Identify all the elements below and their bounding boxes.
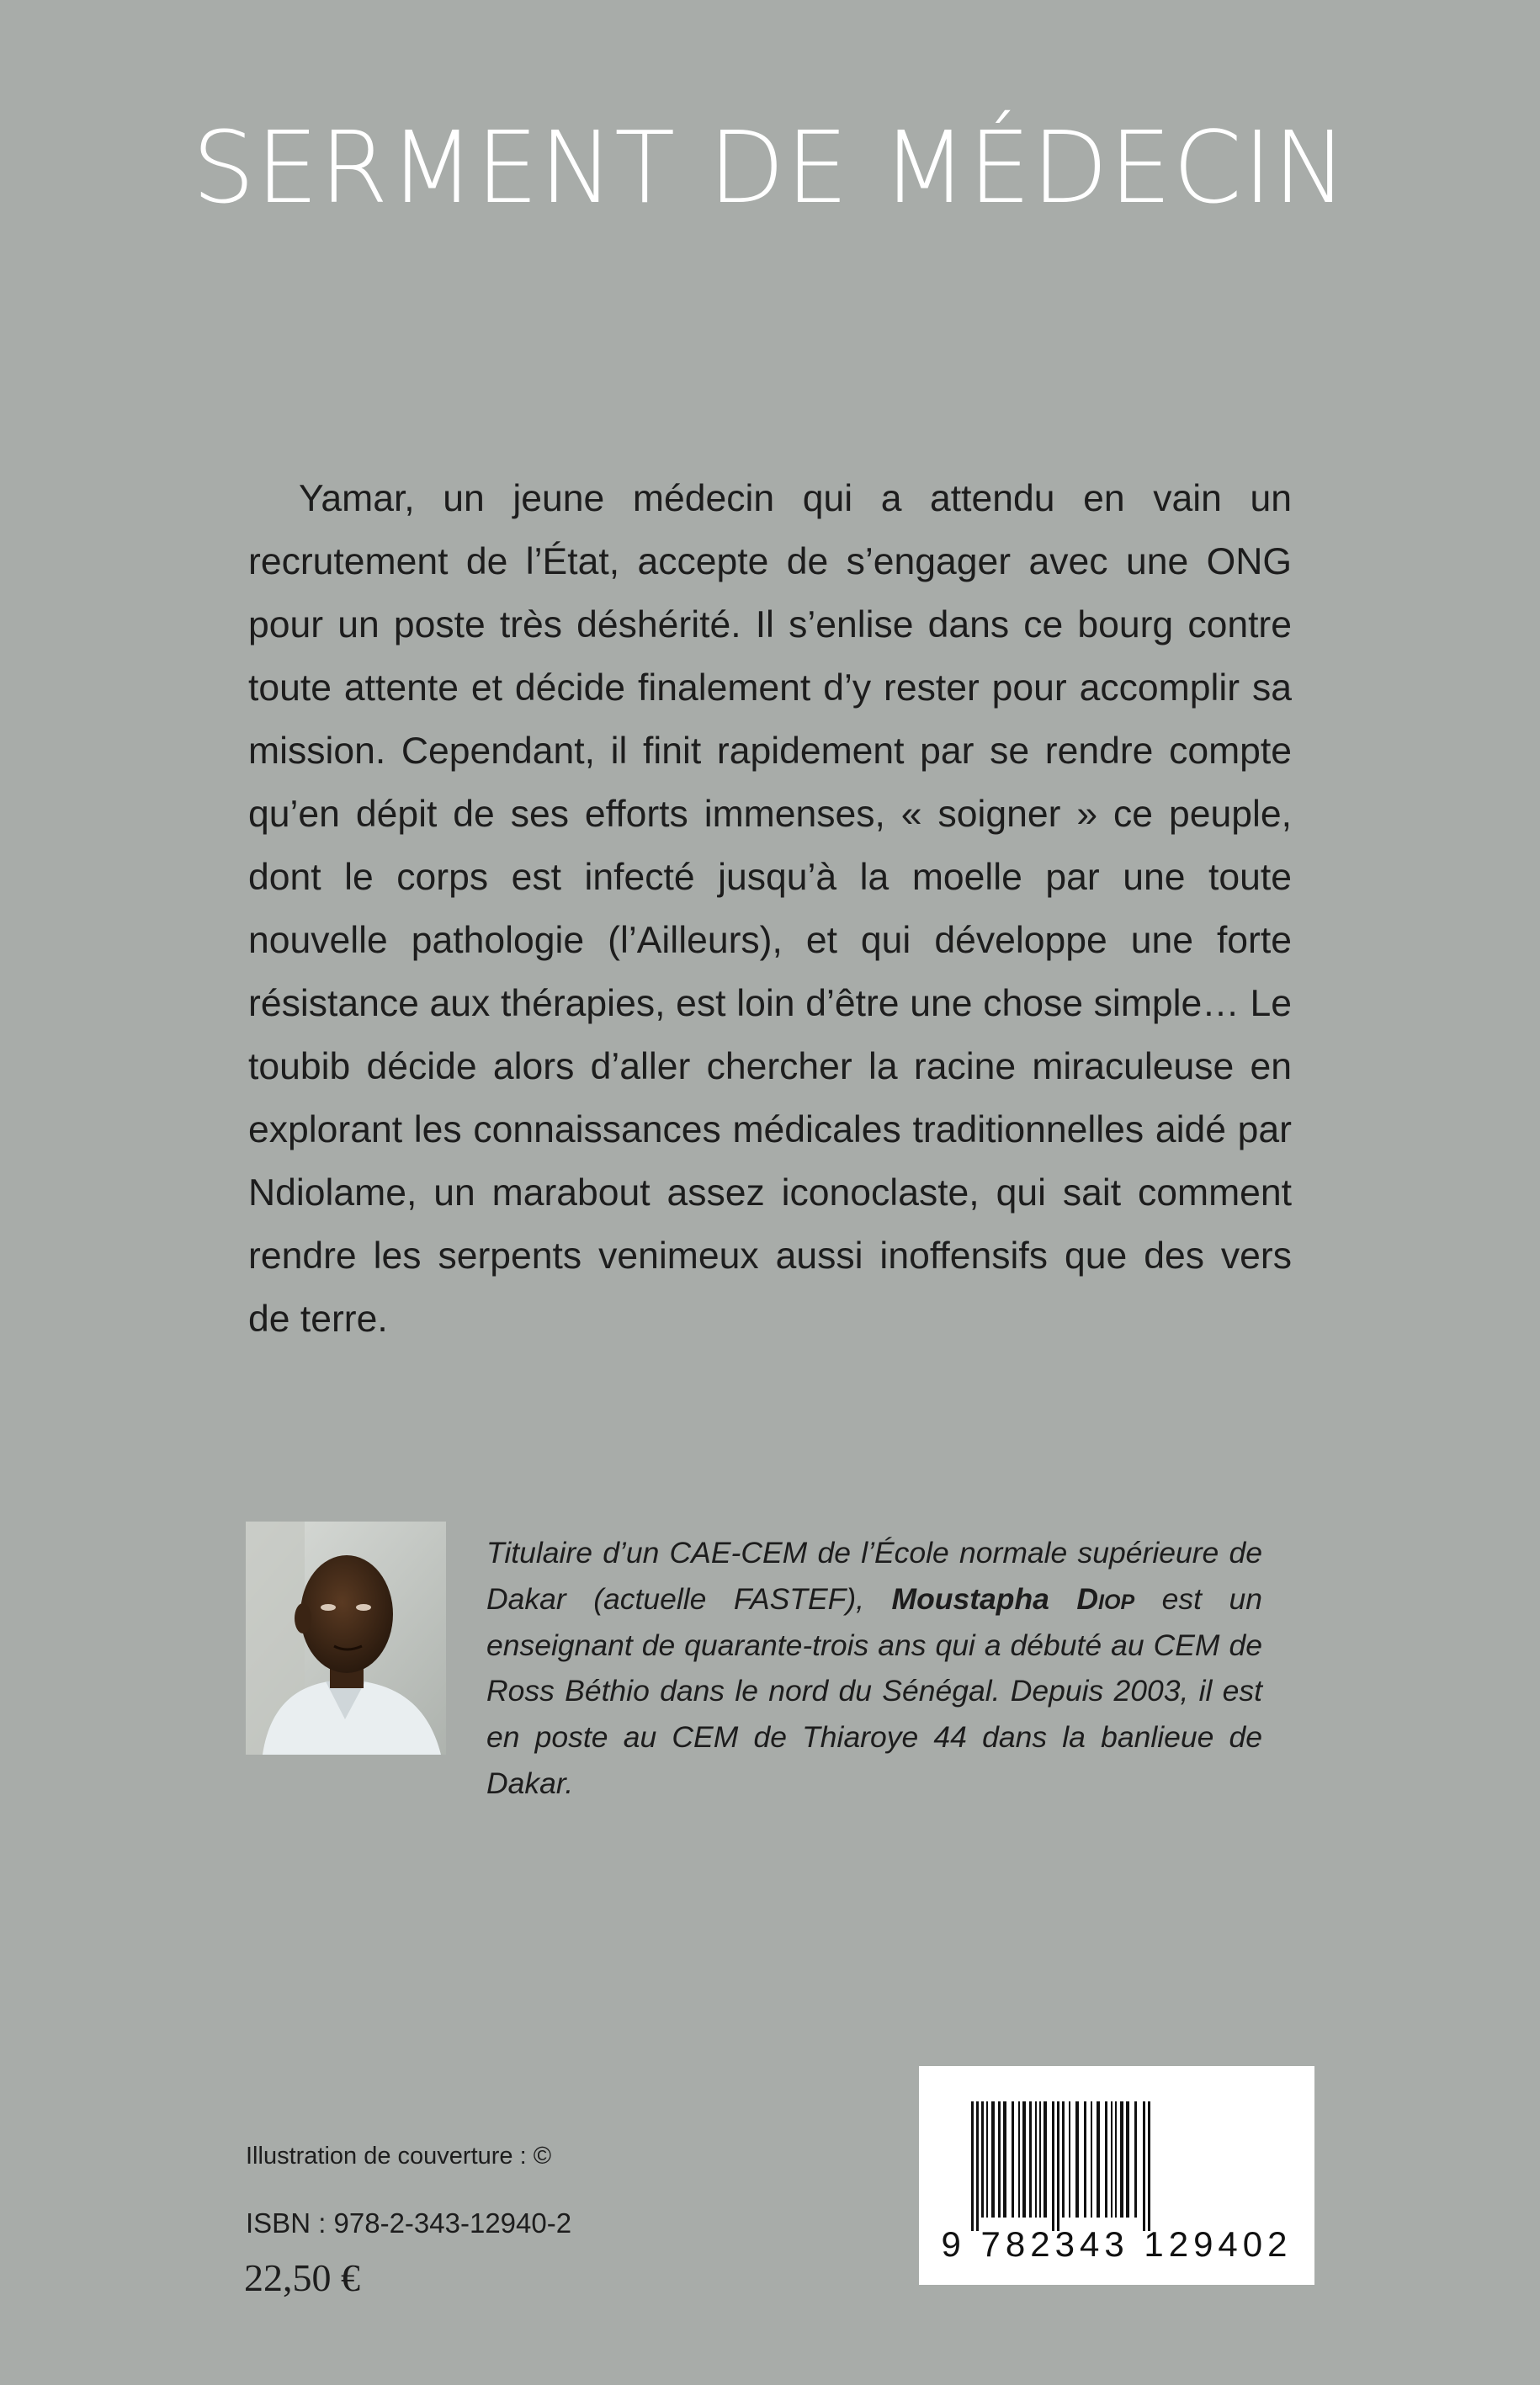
author-bio (486, 1530, 1262, 1807)
barcode-bar (1143, 2101, 1145, 2231)
barcode-bar (1039, 2101, 1041, 2218)
barcode-bar (1148, 2101, 1150, 2231)
barcode-bar (1003, 2101, 1006, 2218)
barcode-bar (1084, 2101, 1086, 2218)
barcode-bar (1097, 2101, 1100, 2218)
barcode-bar (1062, 2101, 1065, 2218)
barcode-bar (1012, 2101, 1014, 2218)
barcode-bar (1105, 2101, 1107, 2218)
barcode-bar (1052, 2101, 1054, 2231)
barcode-bar (1069, 2101, 1070, 2218)
author-photo (246, 1522, 446, 1755)
bio-text-before: Titulaire d’un CAE-CEM de l’École normale supérieure de Dakar (actuelle FASTEF), (486, 1536, 1262, 1616)
isbn-label: ISBN : 978-2-343-12940-2 (246, 2207, 572, 2239)
barcode-bar (1075, 2101, 1079, 2218)
barcode-bar (1022, 2101, 1026, 2218)
barcode-bar (1120, 2101, 1123, 2218)
back-cover-blurb (248, 467, 1292, 1351)
barcode-bar (998, 2101, 1001, 2218)
barcode-bar (971, 2101, 974, 2231)
barcode-bar (1134, 2101, 1137, 2218)
author-bio-paragraph (486, 1530, 1262, 1807)
barcode-bar (976, 2101, 979, 2231)
barcode-bar (1111, 2101, 1113, 2218)
barcode-bar (1115, 2101, 1117, 2218)
barcode-bar (1043, 2101, 1047, 2218)
barcode-bar (991, 2101, 995, 2218)
bio-text-after: est un enseignant de quarante-trois ans qui a débuté au CEM de Ross Béthio dans le nord du Sénégal. Depuis 2003, il est en poste au CEM de Thiaroye 44 dans la banlieue de Dakar. (486, 1581, 1262, 1800)
price-label: 22,50 € (244, 2256, 360, 2299)
barcode-bar (1029, 2101, 1032, 2218)
barcode-bar (981, 2101, 984, 2218)
barcode-digits: 9 782343 129402 (941, 2224, 1293, 2264)
barcode-bar (1091, 2101, 1092, 2218)
barcode-bar (986, 2101, 988, 2218)
author-name: Moustapha Diop (891, 1581, 1135, 1616)
book-title: SERMENT DE MÉDECIN (192, 109, 1348, 226)
barcode-bar (1018, 2101, 1020, 2218)
barcode-bar (1126, 2101, 1129, 2218)
barcode-bar (1035, 2101, 1037, 2218)
cover-illustration-credit: Illustration de couverture : © (246, 2143, 552, 2170)
barcode (919, 2066, 1314, 2285)
blurb-paragraph: Yamar, un jeune médecin qui a attendu en vain un recrutement de l’État, accepte de s’engager avec une ONG pour un poste très déshérité. Il s’enlise dans ce bourg contre toute attente et décide finalement d’y rester pour accomplir sa mission. Cependant, il finit rapidement par se rendre compte qu’en dépit de ses efforts immenses, « soigner » ce peuple, dont le corps est infecté jusqu’à la moelle par une toute nouvelle pathologie (l’Ailleurs), et qui développe une forte résistance aux thérapies, est loin d’être une chose simple… Le toubib décide alors d’aller chercher la racine miraculeuse en explorant les connaissances médicales traditionnelles aidé par Ndiolame, un marabout assez iconoclaste, qui sait comment rendre les serpents venimeux aussi inoffensifs que des vers de terre. (248, 478, 1292, 1340)
barcode-bar (1057, 2101, 1059, 2231)
